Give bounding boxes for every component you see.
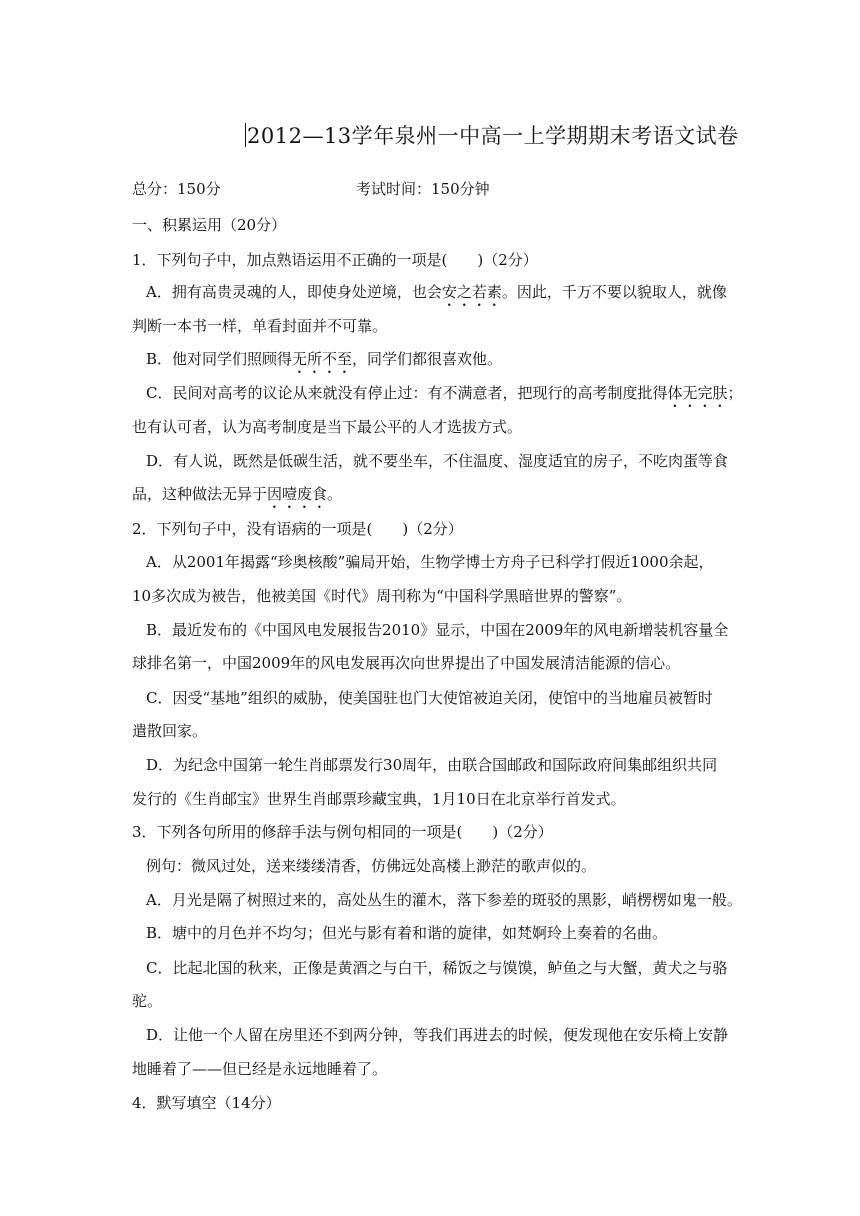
q1-option-a-cont: 判断一本书一样，单看封面并不可靠。	[132, 317, 388, 335]
dotted-idiom: 因噎废食	[267, 485, 328, 503]
exam-title	[245, 120, 739, 150]
section-heading: 一、积累运用（20分）	[132, 216, 287, 234]
q3-option-a: A．月光是隔了树照过来的，高处丛生的灌木，落下参差的斑驳的黑影，峭楞楞如鬼一般。	[146, 891, 742, 909]
q1-option-c: C．民间对高考的议论从来就没有停止过：有不满意者，把现行的高考制度批得体无完肤；	[146, 384, 743, 402]
q3-option-d-cont: 地睡着了——但已经是永远地睡着了。	[132, 1060, 388, 1078]
q3-option-d: D．让他一个人留在房里还不到两分钟，等我们再进去的时候，便发现他在安乐椅上安静	[146, 1026, 729, 1044]
q2-option-c: C．因受“基地”组织的威胁，使美国驻也门大使馆被迫关闭，使馆中的当地雇员被暂时	[146, 689, 713, 707]
q1-option-a: A．拥有高贵灵魂的人，即使身处逆境，也会安之若素。因此，千万不要以貌取人，就像	[146, 283, 727, 301]
dotted-idiom: 安之若素	[441, 283, 502, 301]
q1-option-b: B．他对同学们照顾得无所不至，同学们都很喜欢他。	[146, 350, 503, 368]
exam-title-text: 2012—13学年泉州一中高一上学期期末考语文试卷	[247, 124, 739, 148]
exam-time: 考试时间：150分钟	[356, 180, 490, 198]
q2-option-d-cont: 发行的《生肖邮宝》世界生肖邮票珍藏宝典，1月10日在北京举行首发式。	[132, 790, 626, 808]
q1-option-d: D．有人说，既然是低碳生活，就不要坐车，不住温度、湿度适宜的房子，不吃肉蛋等食	[146, 452, 729, 470]
q1-option-c-cont: 也有认可者，认为高考制度是当下最公平的人才选拔方式。	[132, 418, 523, 436]
q2-option-a-cont: 10多次成为被告，他被美国《时代》周刊称为“中国科学黑暗世界的警察”。	[132, 587, 632, 605]
q4-stem: 4．默写填空（14分）	[132, 1094, 281, 1112]
q2-stem: 2．下列句子中，没有语病的一项是( )（2分）	[132, 520, 463, 538]
dotted-idiom: 体无完肤	[667, 384, 728, 402]
text-cursor	[245, 123, 246, 147]
q3-option-b: B．塘中的月色并不均匀；但光与影有着和谐的旋律，如梵婀玲上奏着的名曲。	[146, 924, 668, 942]
q2-option-b: B．最近发布的《中国风电发展报告2010》显示，中国在2009年的风电新增装机容量全	[146, 621, 729, 639]
q3-option-c-cont: 驼。	[132, 992, 163, 1010]
q1-stem: 1．下列句子中，加点熟语运用不正确的一项是( )（2分）	[132, 251, 538, 269]
q3-stem: 3．下列各句所用的修辞手法与例句相同的一项是( )（2分）	[132, 823, 553, 841]
q2-option-d: D．为纪念中国第一轮生肖邮票发行30周年，由联合国邮政和国际政府间集邮组织共同	[146, 756, 718, 774]
q3-option-c: C．比起北国的秋来，正像是黄酒之与白干，稀饭之与馍馍，鲈鱼之与大蟹，黄犬之与骆	[146, 959, 728, 977]
dotted-idiom: 无所不至	[292, 350, 353, 368]
q2-option-a: A．从2001年揭露“珍奥核酸”骗局开始，生物学博士方舟子已科学打假近1000余起，	[146, 553, 714, 571]
q2-option-b-cont: 球排名第一，中国2009年的风电发展再次向世界提出了中国发展清洁能源的信心。	[132, 654, 681, 672]
q1-option-d-cont: 品，这种做法无异于因噎废食。	[132, 485, 343, 503]
q2-option-c-cont: 遣散回家。	[132, 722, 208, 740]
total-score: 总分：150分	[132, 180, 221, 198]
q3-example: 例句：微风过处，送来缕缕清香，仿佛远处高楼上渺茫的歌声似的。	[146, 857, 597, 875]
